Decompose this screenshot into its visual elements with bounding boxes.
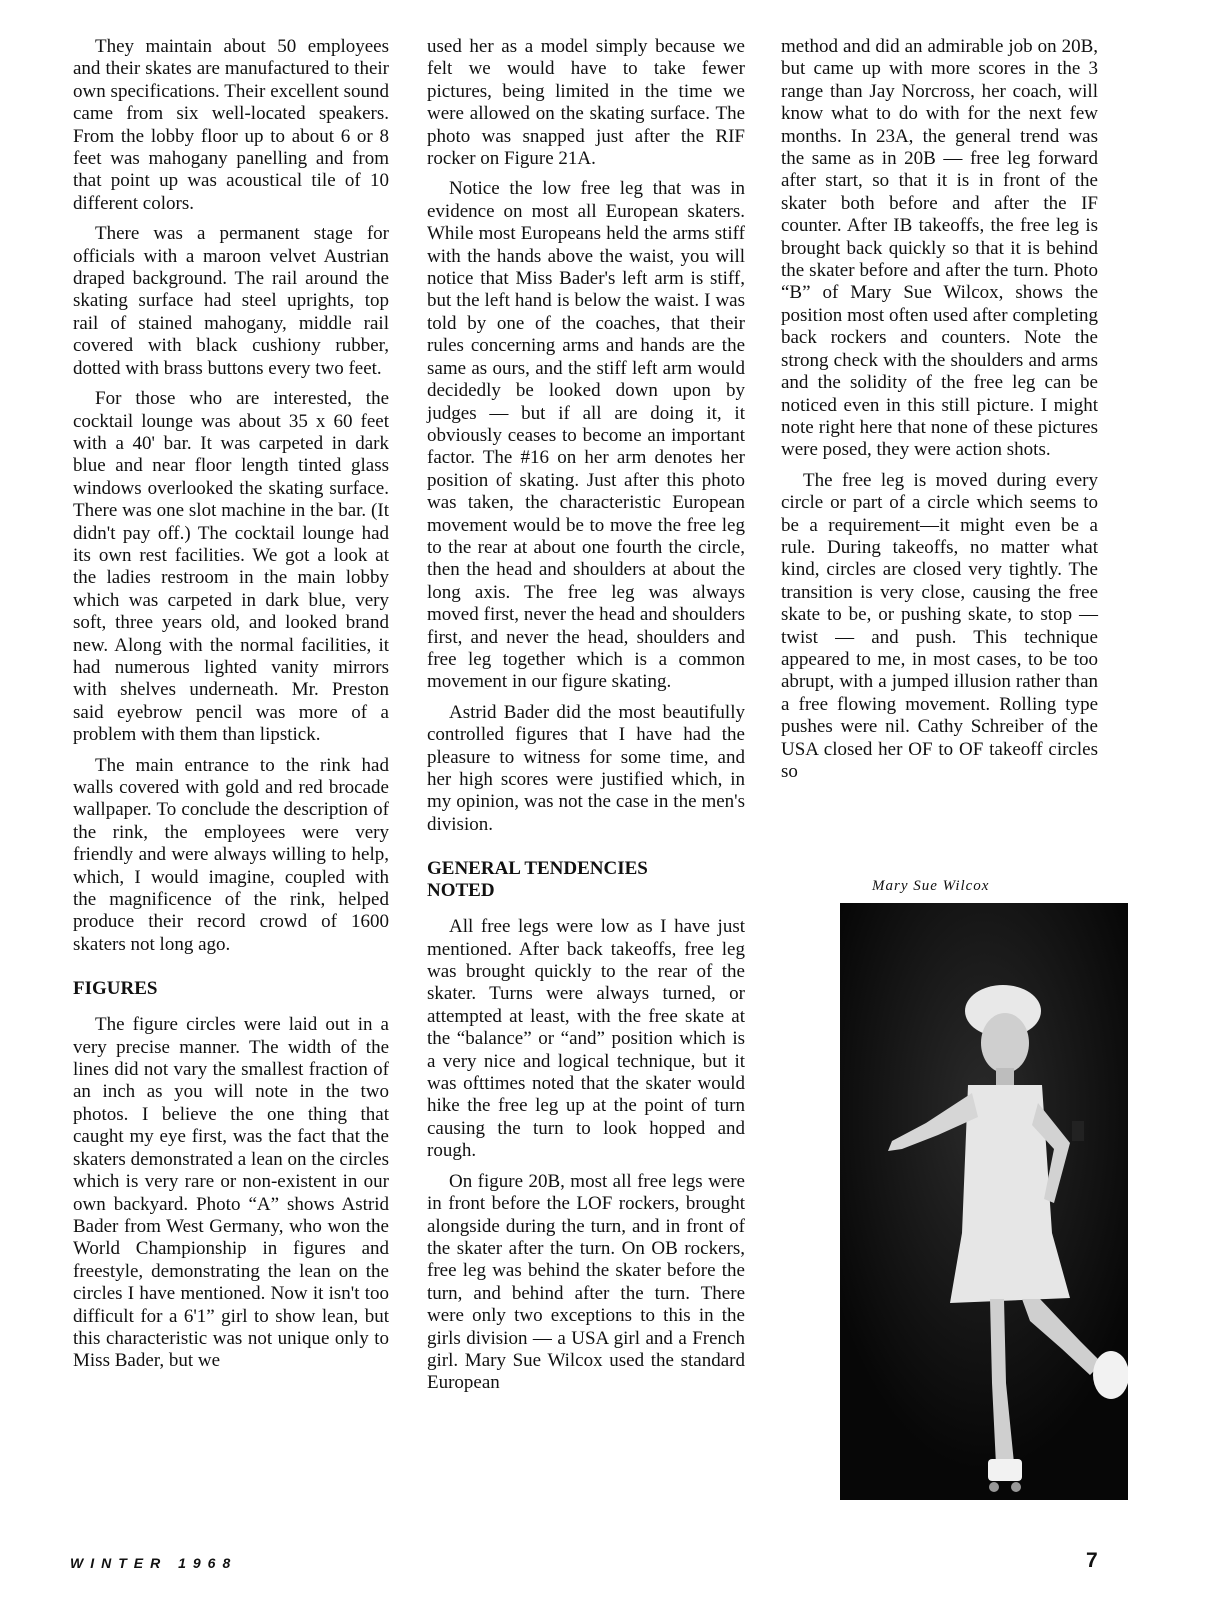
photo-caption: Mary Sue Wilcox xyxy=(872,878,990,894)
paragraph: used her as a model simply because we felt we would have to take fewer pictures, being limited in the time we were allowed on the skating surface. The photo was snapped just after the RIF rocker on Figure 21A. xyxy=(427,36,745,170)
paragraph: The free leg is moved during every circle or part of a circle which seems to be a requirement—it might even be a rule. During takeoffs, no matter what kind, circles are closed very tightly. The transition is very close, causing the free skate to be, or pushing skate, to stop — twist — and push. This technique appeared to me, in most cases, to be too abrupt, with a jumped illusion rather than a free flowing movement. Rolling type pushes were nil. Cathy Schreiber of the USA closed her OF to OF takeoff circles so xyxy=(781,469,1098,782)
section-heading-figures: FIGURES xyxy=(73,978,158,1000)
paragraph: Notice the low free leg that was in evidence on most all European skaters. While most Europeans held the arms stiff with the hands above the waist, you will notice that Miss Bader's left arm is stiff, but the left hand is below the waist. I was told by one of the coaches, that their rules concerning arms and hands are the same as ours, and the stiff left arm would decidedly be looked down upon by judges — but if all are doing it, it obviously ceases to become an important factor. The #16 on her arm denotes her position of skating. Just after this photo was taken, the characteristic European movement would be to move the free leg to the rear at about one fourth the circle, then the head and shoulders at about the long axis. The free leg was always moved first, never the head and shoulders first, and never the head, shoulders and free leg together which is a common movement in our figure skating. xyxy=(427,178,745,693)
article-column-3 xyxy=(781,36,1098,791)
section-heading-general-tendencies: GENERAL TENDENCIES NOTED xyxy=(427,858,648,902)
article-column-1 xyxy=(73,36,389,1381)
page-number: 7 xyxy=(1086,1549,1098,1572)
issue-footer: WINTER 1968 xyxy=(70,1555,238,1571)
photo-skater xyxy=(840,903,1128,1500)
paragraph: There was a permanent stage for officials with a maroon velvet Austrian draped background. The rail around the skating surface had steel uprights, top rail of stained mahogany, middle rail covered with black cushiony rubber, dotted with brass buttons every two feet. xyxy=(73,223,389,379)
skater-illustration xyxy=(840,903,1128,1500)
paragraph: The main entrance to the rink had walls covered with gold and red brocade wallpaper. To conclude the description of the rink, the employees were very friendly and were always willing to help, which, I would imagine, coupled with the magnificence of the rink, helped produce their record crowd of 1600 skaters not long ago. xyxy=(73,754,389,955)
article-column-2 xyxy=(427,36,745,1403)
paragraph: For those who are interested, the cocktail lounge was about 35 x 60 feet with a 40' bar. It was carpeted in dark blue and near floor length tinted glass windows overlooked the skating surface. There was one slot machine in the bar. (It didn't pay off.) The cocktail lounge had its own rest facilities. We got a look at the ladies restroom in the main lobby which was carpeted in dark blue, very soft, three years old, and looked brand new. Along with the normal facilities, it had numerous lighted vanity mirrors with shelves underneath. Mr. Preston said eyebrow pencil was more of a problem with them than lipstick. xyxy=(73,388,389,746)
paragraph: They maintain about 50 employees and their skates are manufactured to their own specifications. Their excellent sound came from six well-located speakers. From the lobby floor up to about 6 or 8 feet was mahogany panelling and from that point up was acoustical tile of 10 different colors. xyxy=(73,36,389,214)
paragraph: On figure 20B, most all free legs were in front before the LOF rockers, brought alongside during the turn, and in front of the skater after the turn. On OB rockers, free leg was behind the skater before the turn, and behind after the turn. There were only two exceptions to this in the girls division — a USA girl and a French girl. Mary Sue Wilcox used the standard European xyxy=(427,1170,745,1394)
paragraph: All free legs were low as I have just mentioned. After back takeoffs, free leg was brought quickly to the rear of the skater. Turns were always turned, or attempted at least, with the free skate at the “balance” or “and” position which is a very nice and logical technique, but it was ofttimes noted that the skater would hike the free leg up at the point of turn causing the turn to look hopped and rough. xyxy=(427,916,745,1162)
paragraph: The figure circles were laid out in a very precise manner. The width of the lines did not vary the smallest fraction of an inch as you will note in the two photos. I believe the one thing that caught my eye first, was the fact that the skaters demonstrated a lean on the circles which is very rare or non-existent in our own backyard. Photo “A” shows Astrid Bader from West Germany, who won the World Championship in figures and freestyle, demonstrating the lean on the circles I have mentioned. Now it isn't too difficult for a 6'1” girl to show lean, but this characteristic was not unique only to Miss Bader, but we xyxy=(73,1014,389,1372)
paragraph: Astrid Bader did the most beautifully controlled figures that I have had the pleasure to witness for some time, and her high scores were justified which, in my opinion, was not the case in the men's division. xyxy=(427,701,745,835)
paragraph: method and did an admirable job on 20B, but came up with more scores in the 3 range than Jay Norcross, her coach, will know what to do with for the next few months. In 23A, the general trend was the same as in 20B — free leg forward after start, so that it is in front of the skater both before and after the IF counter. After IB takeoffs, the free leg is brought back quickly so that it is behind the skater before and after the turn. Photo “B” of Mary Sue Wilcox, shows the position most often used after completing back rockers and counters. Note the strong check with the shoulders and arms and the solidity of the free leg can be noticed even in this still picture. I might note right here that none of these pictures were posed, they were action shots. xyxy=(781,36,1098,461)
